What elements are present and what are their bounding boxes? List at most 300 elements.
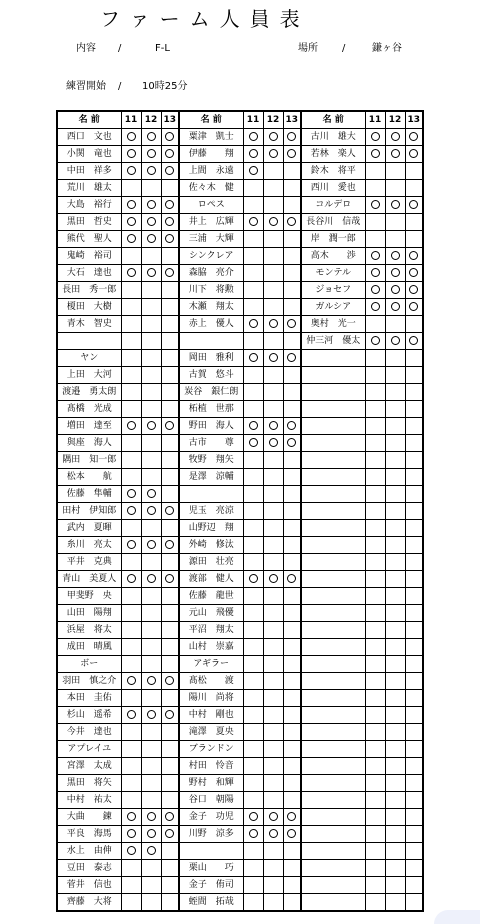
attendance-cell [283,605,301,622]
attendance-cell [385,282,405,299]
attendance-circle-icon [249,132,258,141]
attendance-cell [405,792,423,809]
attendance-circle-icon [287,149,296,158]
attendance-cell [161,180,179,197]
empty-cell [301,418,365,435]
player-name: 仲三河 優太 [301,333,365,350]
attendance-circle-icon [165,166,174,175]
attendance-cell [141,180,161,197]
attendance-cell [161,197,179,214]
player-name: 牧野 翔矢 [179,452,243,469]
table-row [57,316,423,333]
attendance-cell [385,248,405,265]
attendance-circle-icon [165,710,174,719]
attendance-cell [405,197,423,214]
attendance-cell [365,860,385,877]
attendance-circle-icon [391,251,400,260]
attendance-cell [243,469,263,486]
attendance-cell [283,452,301,469]
attendance-circle-icon [391,336,400,345]
attendance-circle-icon [391,200,400,209]
attendance-cell [263,775,283,792]
attendance-cell [283,299,301,316]
attendance-cell [263,452,283,469]
attendance-cell [405,656,423,673]
attendance-cell [243,690,263,707]
attendance-cell [283,435,301,452]
player-name: 森脇 亮介 [179,265,243,282]
attendance-circle-icon [127,421,136,430]
attendance-cell [283,537,301,554]
player-name: 井上 広輝 [179,214,243,231]
attendance-cell [243,231,263,248]
table-row [57,826,423,843]
attendance-cell [121,792,141,809]
attendance-cell [141,231,161,248]
attendance-cell [283,367,301,384]
attendance-circle-icon [147,829,156,838]
attendance-cell [405,758,423,775]
empty-cell [301,605,365,622]
attendance-cell [121,146,141,163]
attendance-circle-icon [249,574,258,583]
attendance-cell [283,401,301,418]
attendance-cell [263,282,283,299]
player-name: 佐藤 隼輔 [57,486,121,503]
empty-cell [301,775,365,792]
attendance-circle-icon [269,319,278,328]
attendance-circle-icon [165,421,174,430]
attendance-circle-icon [165,132,174,141]
player-name: ジョセフ [301,282,365,299]
attendance-cell [141,197,161,214]
attendance-cell [263,537,283,554]
attendance-cell [161,758,179,775]
player-name: 岡田 雅利 [179,350,243,367]
table-row [57,180,423,197]
attendance-circle-icon [127,166,136,175]
player-name: 長谷川 信哉 [301,214,365,231]
day-header: 11 [243,111,263,129]
attendance-cell [405,367,423,384]
table-row [57,350,423,367]
attendance-cell [121,367,141,384]
attendance-cell [161,775,179,792]
empty-cell [301,809,365,826]
player-name: 平井 克典 [57,554,121,571]
attendance-cell [405,707,423,724]
attendance-cell [263,469,283,486]
player-name: コルデロ [301,197,365,214]
attendance-cell [283,894,301,912]
attendance-cell [365,418,385,435]
attendance-cell [263,843,283,860]
attendance-circle-icon [127,540,136,549]
attendance-cell [405,894,423,912]
attendance-cell [141,418,161,435]
attendance-cell [365,401,385,418]
attendance-circle-icon [391,132,400,141]
attendance-cell [161,265,179,282]
player-name: 黒田 哲史 [57,214,121,231]
attendance-circle-icon [147,234,156,243]
attendance-circle-icon [147,710,156,719]
attendance-cell [141,707,161,724]
attendance-cell [365,741,385,758]
attendance-cell [161,316,179,333]
attendance-circle-icon [147,132,156,141]
attendance-cell [141,673,161,690]
table-row [57,690,423,707]
attendance-cell [385,265,405,282]
attendance-cell [121,452,141,469]
attendance-circle-icon [287,574,296,583]
attendance-circle-icon [127,200,136,209]
attendance-cell [385,792,405,809]
table-row [57,469,423,486]
player-name: 中村 祐太 [57,792,121,809]
attendance-cell [365,724,385,741]
attendance-circle-icon [371,285,380,294]
attendance-cell [283,265,301,282]
player-name: 木瀬 翔太 [179,299,243,316]
table-row [57,843,423,860]
player-name: 源田 壮亮 [179,554,243,571]
attendance-cell [385,231,405,248]
attendance-cell [385,775,405,792]
attendance-cell [121,724,141,741]
attendance-cell [141,758,161,775]
table-row [57,571,423,588]
attendance-cell [405,809,423,826]
empty-cell [301,554,365,571]
attendance-cell [385,843,405,860]
player-name: 成田 晴風 [57,639,121,656]
attendance-cell [263,639,283,656]
attendance-circle-icon [165,149,174,158]
attendance-cell [161,588,179,605]
player-name: 西川 愛也 [301,180,365,197]
attendance-circle-icon [249,421,258,430]
attendance-circle-icon [127,574,136,583]
attendance-cell [385,503,405,520]
player-name: ボー [57,656,121,673]
empty-cell [301,486,365,503]
table-row [57,163,423,180]
table-row [57,860,423,877]
name-header: 名 前 [57,111,121,129]
attendance-circle-icon [409,200,418,209]
attendance-cell [243,809,263,826]
player-name: 青山 美夏人 [57,571,121,588]
attendance-cell [263,860,283,877]
table-row [57,146,423,163]
attendance-cell [405,418,423,435]
table-row [57,367,423,384]
attendance-cell [263,418,283,435]
attendance-cell [405,180,423,197]
attendance-cell [283,571,301,588]
attendance-cell [385,197,405,214]
attendance-cell [385,673,405,690]
empty-cell [301,707,365,724]
attendance-cell [161,860,179,877]
attendance-cell [141,894,161,912]
attendance-cell [263,333,283,350]
table-row [57,758,423,775]
attendance-cell [161,214,179,231]
attendance-cell [141,435,161,452]
table-row [57,248,423,265]
attendance-cell [161,248,179,265]
attendance-cell [385,486,405,503]
attendance-circle-icon [287,812,296,821]
attendance-cell [243,452,263,469]
player-name: 水上 由伸 [57,843,121,860]
attendance-cell [161,418,179,435]
player-name [179,333,243,350]
attendance-cell [283,384,301,401]
attendance-cell [161,877,179,894]
attendance-cell [243,622,263,639]
attendance-cell [141,605,161,622]
attendance-cell [243,248,263,265]
player-name: 鬼崎 裕司 [57,248,121,265]
attendance-cell [283,214,301,231]
attendance-cell [385,690,405,707]
attendance-circle-icon [249,166,258,175]
attendance-cell [405,163,423,180]
attendance-cell [263,231,283,248]
attendance-cell [405,231,423,248]
attendance-cell [385,622,405,639]
attendance-cell [243,826,263,843]
attendance-cell [121,197,141,214]
table-row [57,775,423,792]
attendance-cell [161,690,179,707]
attendance-cell [161,792,179,809]
player-name: 西口 文也 [57,129,121,146]
attendance-cell [243,520,263,537]
attendance-cell [121,231,141,248]
attendance-cell [385,758,405,775]
attendance-cell [243,554,263,571]
attendance-circle-icon [249,319,258,328]
attendance-circle-icon [127,812,136,821]
attendance-cell [243,775,263,792]
attendance-cell [121,656,141,673]
attendance-cell [283,690,301,707]
attendance-cell [263,707,283,724]
attendance-cell [283,231,301,248]
attendance-circle-icon [147,574,156,583]
attendance-cell [121,877,141,894]
attendance-cell [121,282,141,299]
attendance-circle-icon [287,132,296,141]
table-row [57,809,423,826]
attendance-cell [365,520,385,537]
attendance-cell [243,724,263,741]
attendance-cell [283,588,301,605]
table-row [57,299,423,316]
player-name: 大石 達也 [57,265,121,282]
attendance-circle-icon [249,812,258,821]
attendance-circle-icon [127,149,136,158]
attendance-circle-icon [165,812,174,821]
attendance-cell [283,826,301,843]
attendance-cell [121,537,141,554]
attendance-cell [141,571,161,588]
table-row [57,537,423,554]
attendance-circle-icon [147,489,156,498]
attendance-cell [141,333,161,350]
attendance-circle-icon [409,149,418,158]
attendance-cell [121,248,141,265]
attendance-cell [283,724,301,741]
attendance-cell [283,707,301,724]
empty-cell [301,894,365,912]
attendance-cell [121,333,141,350]
empty-cell [301,724,365,741]
attendance-cell [405,588,423,605]
name-header: 名 前 [179,111,243,129]
attendance-circle-icon [287,421,296,430]
attendance-cell [161,571,179,588]
attendance-cell [243,503,263,520]
table-row [57,129,423,146]
attendance-circle-icon [391,302,400,311]
table-row [57,656,423,673]
attendance-cell [141,282,161,299]
day-header: 12 [141,111,161,129]
attendance-cell [283,282,301,299]
attendance-cell [405,775,423,792]
attendance-cell [283,248,301,265]
empty-cell [301,860,365,877]
table-row [57,877,423,894]
attendance-circle-icon [249,149,258,158]
player-name: モンテル [301,265,365,282]
attendance-cell [263,826,283,843]
attendance-cell [405,316,423,333]
player-name: 松本 航 [57,469,121,486]
attendance-cell [385,826,405,843]
empty-cell [301,656,365,673]
attendance-cell [283,146,301,163]
attendance-circle-icon [371,302,380,311]
attendance-cell [365,843,385,860]
attendance-cell [243,860,263,877]
attendance-cell [243,877,263,894]
attendance-cell [263,673,283,690]
attendance-cell [405,129,423,146]
attendance-cell [385,401,405,418]
attendance-cell [283,486,301,503]
attendance-cell [365,469,385,486]
attendance-cell [161,435,179,452]
empty-cell [301,367,365,384]
attendance-cell [121,401,141,418]
attendance-cell [243,146,263,163]
player-name: 糸川 亮太 [57,537,121,554]
table-row [57,197,423,214]
attendance-cell [121,418,141,435]
attendance-circle-icon [287,829,296,838]
day-header: 13 [283,111,301,129]
attendance-cell [385,656,405,673]
player-name: 川野 涼多 [179,826,243,843]
attendance-cell [385,384,405,401]
empty-cell [301,537,365,554]
attendance-cell [385,418,405,435]
attendance-cell [365,775,385,792]
attendance-cell [263,741,283,758]
attendance-cell [141,724,161,741]
attendance-cell [121,384,141,401]
player-name: 山田 陽翔 [57,605,121,622]
header-row [57,111,423,129]
attendance-cell [283,673,301,690]
player-name: 野村 和輝 [179,775,243,792]
attendance-circle-icon [147,846,156,855]
table-row [57,333,423,350]
player-name: 平沼 翔太 [179,622,243,639]
player-name: 高木 渉 [301,248,365,265]
attendance-cell [405,571,423,588]
empty-cell [301,520,365,537]
attendance-cell [365,826,385,843]
attendance-cell [405,520,423,537]
attendance-circle-icon [147,200,156,209]
player-name: 榎田 大樹 [57,299,121,316]
attendance-cell [405,503,423,520]
attendance-cell [263,129,283,146]
empty-cell [301,843,365,860]
attendance-cell [141,146,161,163]
attendance-cell [141,792,161,809]
attendance-cell [161,537,179,554]
attendance-circle-icon [147,421,156,430]
player-name: 浜屋 将太 [57,622,121,639]
attendance-cell [263,401,283,418]
table-row [57,554,423,571]
attendance-cell [365,877,385,894]
attendance-circle-icon [371,132,380,141]
attendance-cell [365,537,385,554]
empty-cell [301,571,365,588]
attendance-cell [385,180,405,197]
attendance-cell [283,469,301,486]
player-name: 金子 侑司 [179,877,243,894]
attendance-cell [365,299,385,316]
attendance-cell [263,605,283,622]
content-separator: / [118,43,122,54]
attendance-cell [283,197,301,214]
attendance-cell [405,537,423,554]
attendance-cell [263,146,283,163]
attendance-cell [243,639,263,656]
player-name: 與座 海人 [57,435,121,452]
attendance-cell [243,486,263,503]
player-name: 栗山 巧 [179,860,243,877]
attendance-cell [263,622,283,639]
attendance-cell [121,622,141,639]
attendance-circle-icon [269,421,278,430]
attendance-circle-icon [409,336,418,345]
attendance-cell [141,860,161,877]
attendance-cell [365,129,385,146]
attendance-cell [141,452,161,469]
